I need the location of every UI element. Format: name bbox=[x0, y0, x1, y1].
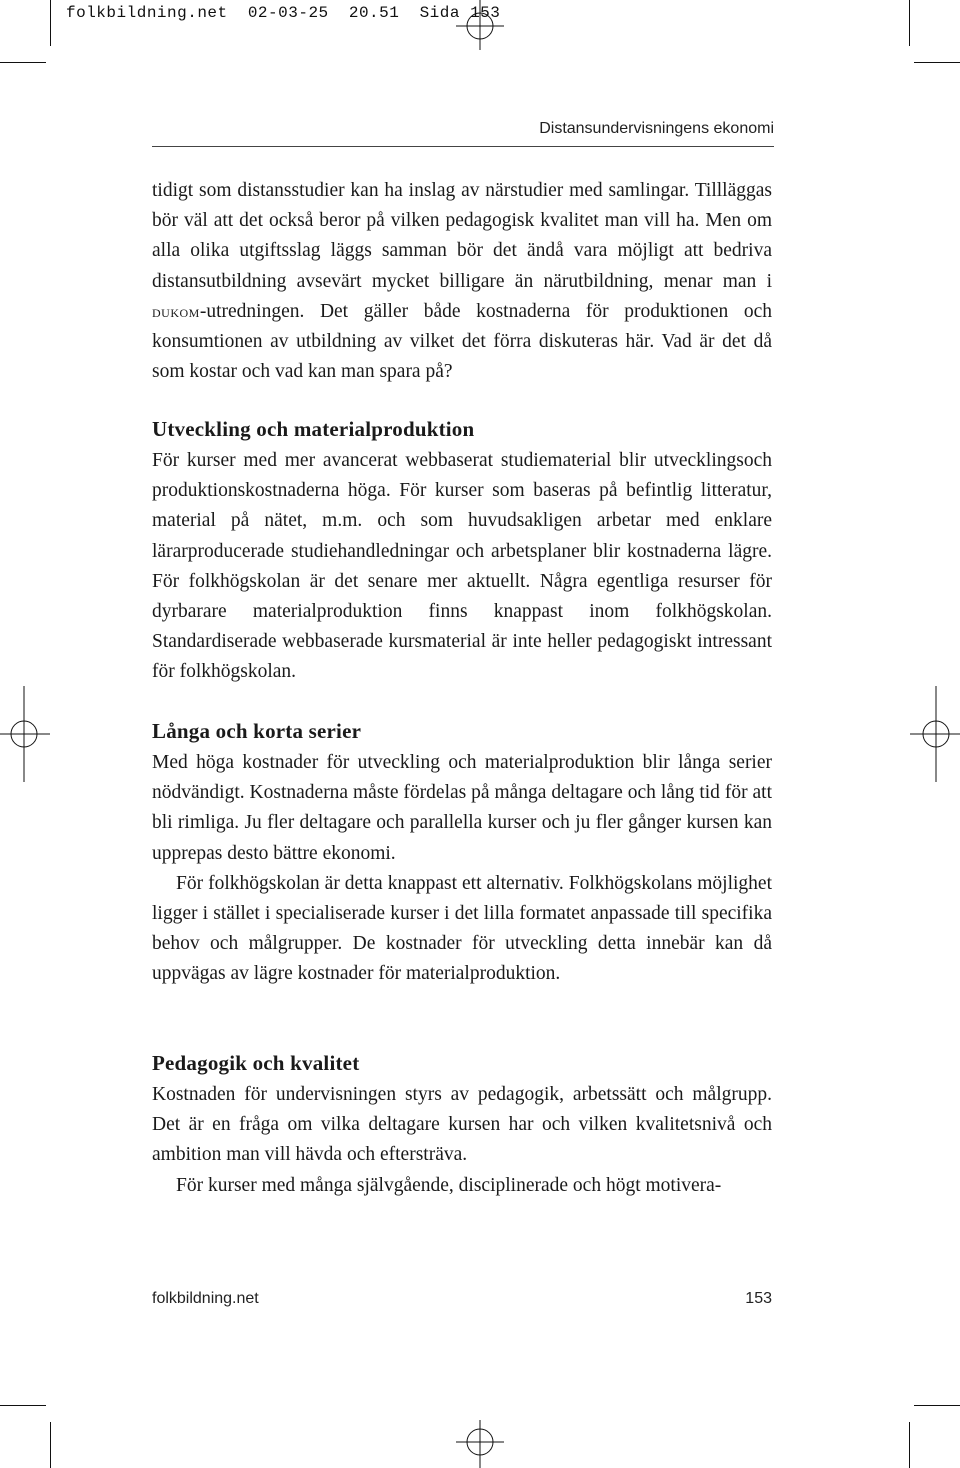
registration-mark-left-icon bbox=[0, 686, 50, 782]
intro-block bbox=[152, 176, 772, 387]
section-paragraph: För folkhögskolan är detta knappast ett alternativ. Folkhögskolans möjlighet ligger i stället i specialiserade kurser i det lilla formatet anpassade till specifika behov och målgrupper. De kostnader för utveckling detta innebär kan då uppvägas av lägre kostnader för materialproduktion. bbox=[152, 872, 772, 985]
crop-mark-bottom-left-horizontal bbox=[0, 1405, 46, 1406]
slug-date: 02-03-25 bbox=[247, 4, 329, 22]
crop-mark-top-right-horizontal bbox=[914, 62, 960, 63]
registration-mark-right-icon bbox=[910, 686, 960, 782]
footer-page-number: 153 bbox=[745, 1290, 772, 1307]
section-heading: Långa och korta serier bbox=[152, 719, 362, 743]
footer-site: folkbildning.net bbox=[152, 1290, 259, 1307]
section-heading: Pedagogik och kvalitet bbox=[152, 1051, 360, 1075]
slug-page: Sida 153 bbox=[419, 4, 501, 22]
intro-text-part2: -utredningen. Det gäller både kostnaderna för produktionen och konsumtionen av utbildning av vilket det förra diskuteras här. Vad är det då som kostar och vad kan man spara på? bbox=[152, 300, 772, 383]
section-pedagogik bbox=[152, 1048, 772, 1201]
running-head-rule bbox=[152, 146, 774, 147]
slug-filename: folkbildning.net bbox=[66, 4, 228, 22]
crop-mark-bottom-right-vertical bbox=[909, 1422, 910, 1468]
crop-mark-top-left-horizontal bbox=[0, 62, 46, 63]
intro-dukom: dukom bbox=[152, 301, 200, 321]
print-slug bbox=[66, 4, 500, 22]
section-paragraph: Kostnaden för undervisningen styrs av pedagogik, arbetssätt och målgrupp. Det är en fråga om vilka deltagare kursen har och vilken kvalitetsnivå och ambition man vill hävda och eftersträva. bbox=[152, 1084, 772, 1166]
crop-mark-bottom-right-horizontal bbox=[914, 1405, 960, 1406]
section-paragraph: Med höga kostnader för utveckling och materialproduktion blir långa serier nödvändigt. Kostnaderna måste fördelas på många deltagare och lång tid för att bli rimliga. Ju fler deltagare och parallella kurser och ju fler gånger kursen kan upprepas desto bättre ekonomi. bbox=[152, 752, 772, 864]
section-utveckling bbox=[152, 414, 772, 688]
running-head: Distansundervisningens ekonomi bbox=[539, 120, 774, 137]
registration-mark-top-icon bbox=[456, 0, 504, 50]
section-serier bbox=[152, 716, 772, 990]
section-paragraph: För kurser med mer avancerat webbaserat studiematerial blir utvecklingsoch produktionskostnaderna höga. För kurser som baseras på befintlig litteratur, material på nätet, m.m. och som huvudsakligen arbetar med enklare lärarproducerade studiehandledningar och arbetsplaner blir kostnaderna lägre. För folkhögskolan är det senare mer aktuellt. Några egentliga resurser för dyrbarare materialproduktion finns knappast inom folkhögskolan. Standardiserade webbaserade kursmaterial är inte heller pedagogiskt intressant för folkhögskolan. bbox=[152, 450, 772, 683]
intro-text-part1: tidigt som distansstudier kan ha inslag av närstudier med samlingar. Tillläggas bör väl att det också beror på vilken pedagogisk kvalitet man vill ha. Men om alla olika utgiftsslag läggs samman bör det ändå vara möjligt att bedriva distansutbildning avsevärt mycket billigare än närutbildning, menar man i bbox=[152, 180, 772, 292]
crop-mark-bottom-left-vertical bbox=[50, 1422, 51, 1468]
slug-time: 20.51 bbox=[348, 4, 400, 22]
crop-mark-top-right-vertical bbox=[909, 0, 910, 46]
intro-paragraph bbox=[152, 176, 772, 387]
crop-mark-top-left-vertical bbox=[50, 0, 51, 46]
registration-mark-bottom-icon bbox=[456, 1420, 504, 1468]
section-paragraph: För kurser med många självgående, disciplinerade och högt motivera- bbox=[176, 1174, 722, 1196]
section-heading: Utveckling och materialproduktion bbox=[152, 417, 475, 441]
